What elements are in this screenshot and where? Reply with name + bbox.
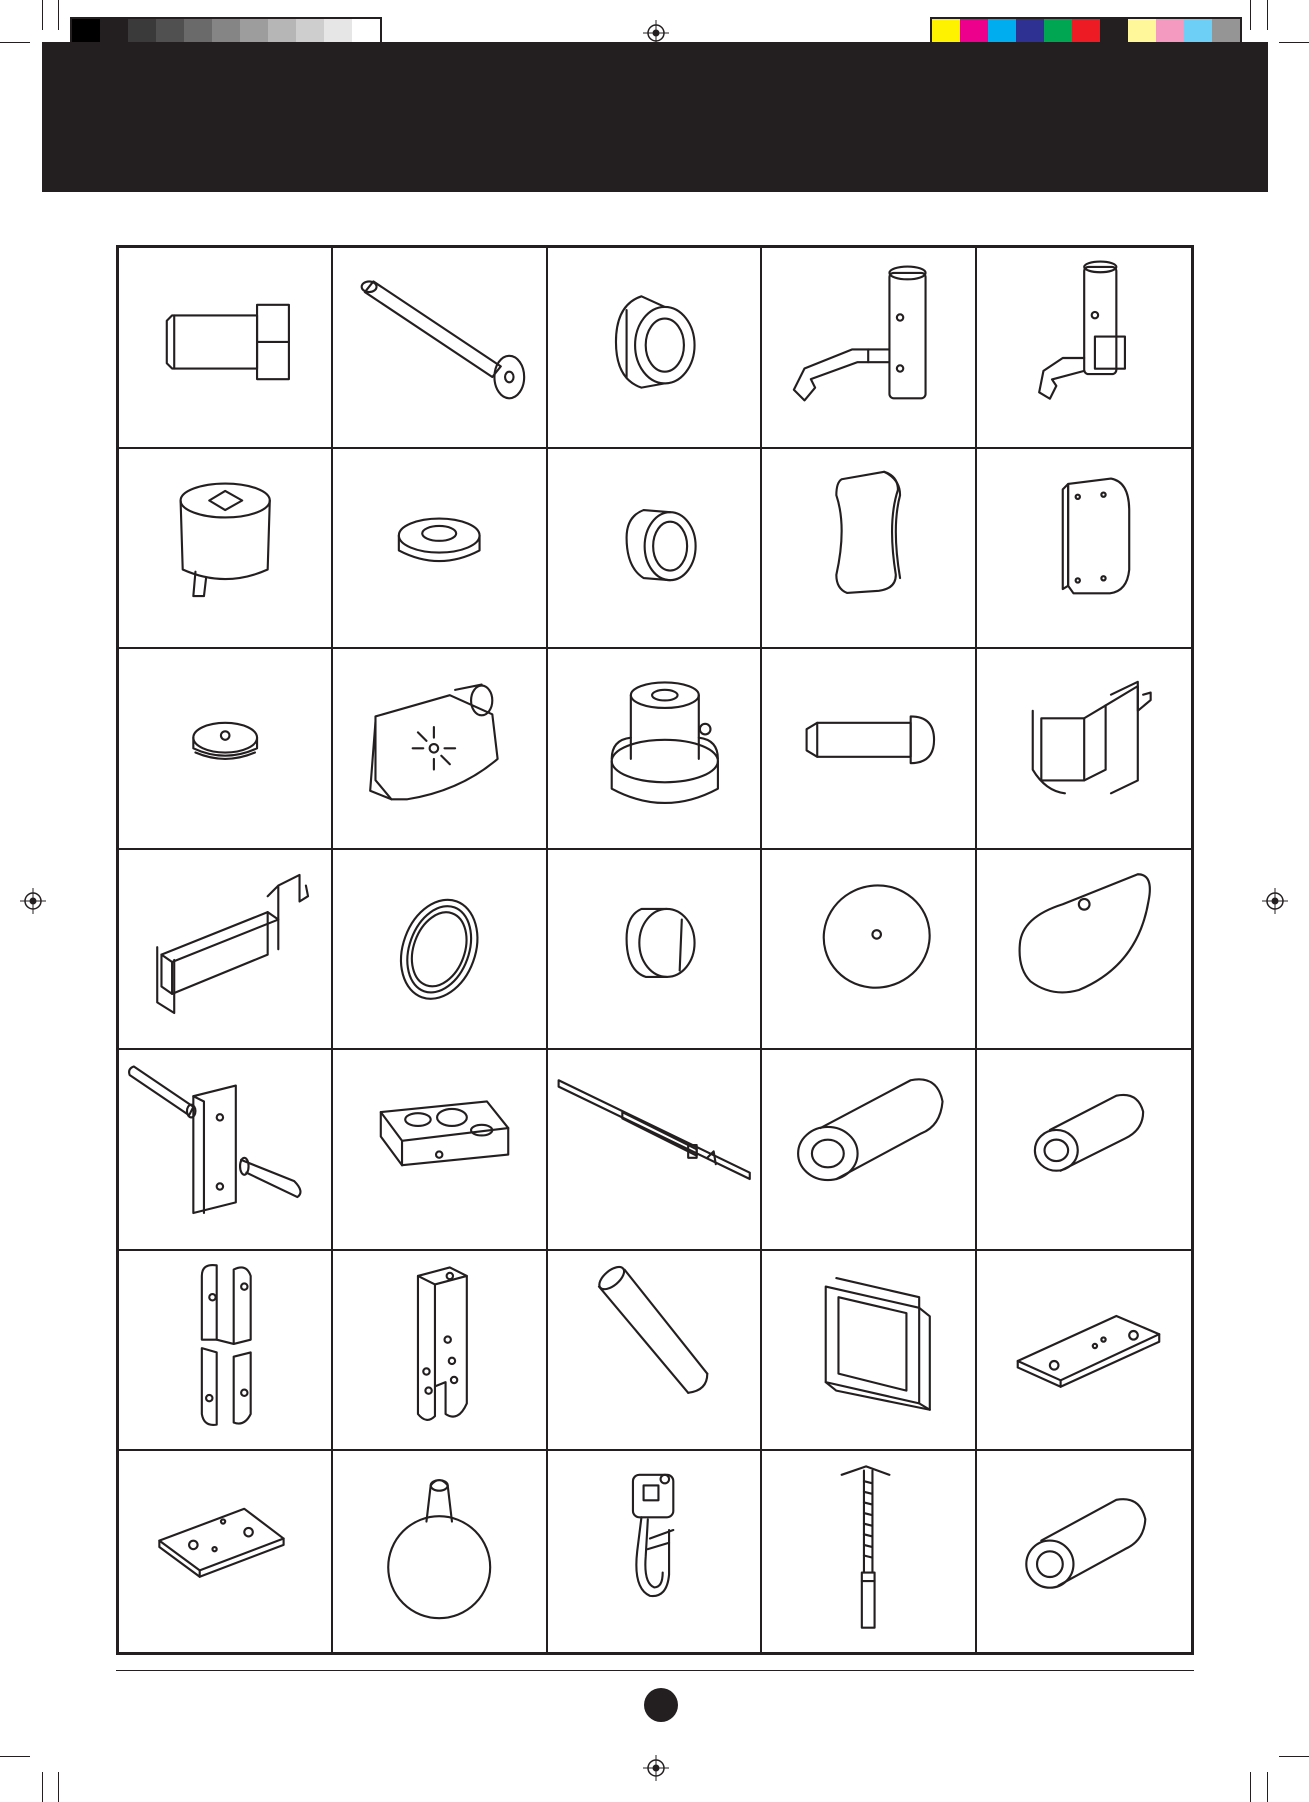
part-cell [762, 850, 976, 1051]
part-cell [762, 1451, 976, 1652]
registration-mark-left [20, 888, 46, 914]
ring-washer-icon [333, 449, 545, 648]
crop-mark [1250, 0, 1251, 30]
square-plate-icon [119, 1451, 331, 1652]
part-cell [333, 1451, 547, 1652]
large-roller-icon [762, 1050, 974, 1249]
part-cell [977, 248, 1191, 449]
snap-hook-icon [548, 1451, 760, 1652]
part-cell [119, 1451, 333, 1652]
part-cell [548, 449, 762, 650]
parts-grid [116, 245, 1194, 1655]
crop-mark [58, 0, 59, 30]
tube-bracket-left-icon [762, 248, 974, 447]
part-cell [548, 1451, 762, 1652]
tube-bracket-right-icon [977, 248, 1191, 447]
part-cell [333, 649, 547, 850]
crop-mark [42, 0, 43, 30]
part-cell [119, 1251, 333, 1452]
part-cell [977, 850, 1191, 1051]
small-roller-icon [977, 1050, 1191, 1249]
part-cell [333, 850, 547, 1051]
rectangular-cap-icon [762, 1251, 974, 1450]
square-hole-cap-icon [119, 449, 331, 648]
part-cell [762, 248, 976, 449]
flat-strap-icon [548, 1050, 760, 1249]
registration-mark-right [1262, 888, 1288, 914]
short-roller-icon [977, 1451, 1191, 1652]
part-cell [548, 649, 762, 850]
disc-cap-icon [119, 649, 331, 848]
part-cell [977, 1050, 1191, 1251]
part-cell [762, 1251, 976, 1452]
part-cell [762, 1050, 976, 1251]
part-cell [333, 1251, 547, 1452]
part-cell [119, 1050, 333, 1251]
short-bushing-icon [548, 449, 760, 648]
hex-plate-icon [977, 1251, 1191, 1450]
large-ring-icon [333, 850, 545, 1049]
seat-adjust-bracket-icon [333, 649, 545, 848]
crop-mark [1250, 1772, 1251, 1802]
crop-mark [1267, 1772, 1268, 1802]
part-cell [977, 449, 1191, 650]
header-banner [42, 42, 1268, 192]
rounded-pad-icon [977, 449, 1191, 648]
double-clevis-icon [119, 1251, 331, 1450]
footer-rule [116, 1670, 1194, 1671]
u-channel-bracket-icon [333, 1251, 545, 1450]
flanged-bushing-icon [548, 248, 760, 447]
part-cell [119, 649, 333, 850]
part-cell [333, 1050, 547, 1251]
three-hole-block-icon [333, 1050, 545, 1249]
crop-mark [1267, 0, 1268, 30]
part-cell [548, 850, 762, 1051]
end-cap-bushing-icon [548, 850, 760, 1049]
part-cell [762, 449, 976, 650]
curved-pad-icon [762, 449, 974, 648]
registration-mark-bottom [643, 1755, 669, 1781]
cross-bar-bracket-icon [119, 1050, 331, 1249]
d-shaped-plate-icon [977, 850, 1191, 1049]
knob-ball-icon [333, 1451, 545, 1652]
stepped-pulley-block-icon [548, 649, 760, 848]
threaded-rod-icon [762, 1451, 974, 1652]
square-arm-hook-icon [119, 850, 331, 1049]
clevis-pin-icon [762, 649, 974, 848]
part-cell [333, 449, 547, 650]
round-disc-icon [762, 850, 974, 1049]
crop-mark [0, 1756, 30, 1757]
crop-mark [58, 1772, 59, 1802]
part-cell [119, 449, 333, 650]
long-pin-icon [333, 248, 545, 447]
part-cell [333, 248, 547, 449]
part-cell [548, 248, 762, 449]
crop-mark [0, 42, 30, 43]
part-cell [548, 1050, 762, 1251]
crop-mark [42, 1772, 43, 1802]
part-cell [977, 1251, 1191, 1452]
part-cell [977, 1451, 1191, 1652]
hex-bolt-icon [119, 248, 331, 447]
round-rod-icon [548, 1251, 760, 1450]
hook-bracket-icon [977, 649, 1191, 848]
part-cell [548, 1251, 762, 1452]
crop-mark [1279, 1756, 1309, 1757]
crop-mark [1279, 42, 1309, 43]
part-cell [977, 649, 1191, 850]
part-cell [119, 248, 333, 449]
part-cell [119, 850, 333, 1051]
part-cell [762, 649, 976, 850]
page-number-badge [644, 1688, 678, 1722]
